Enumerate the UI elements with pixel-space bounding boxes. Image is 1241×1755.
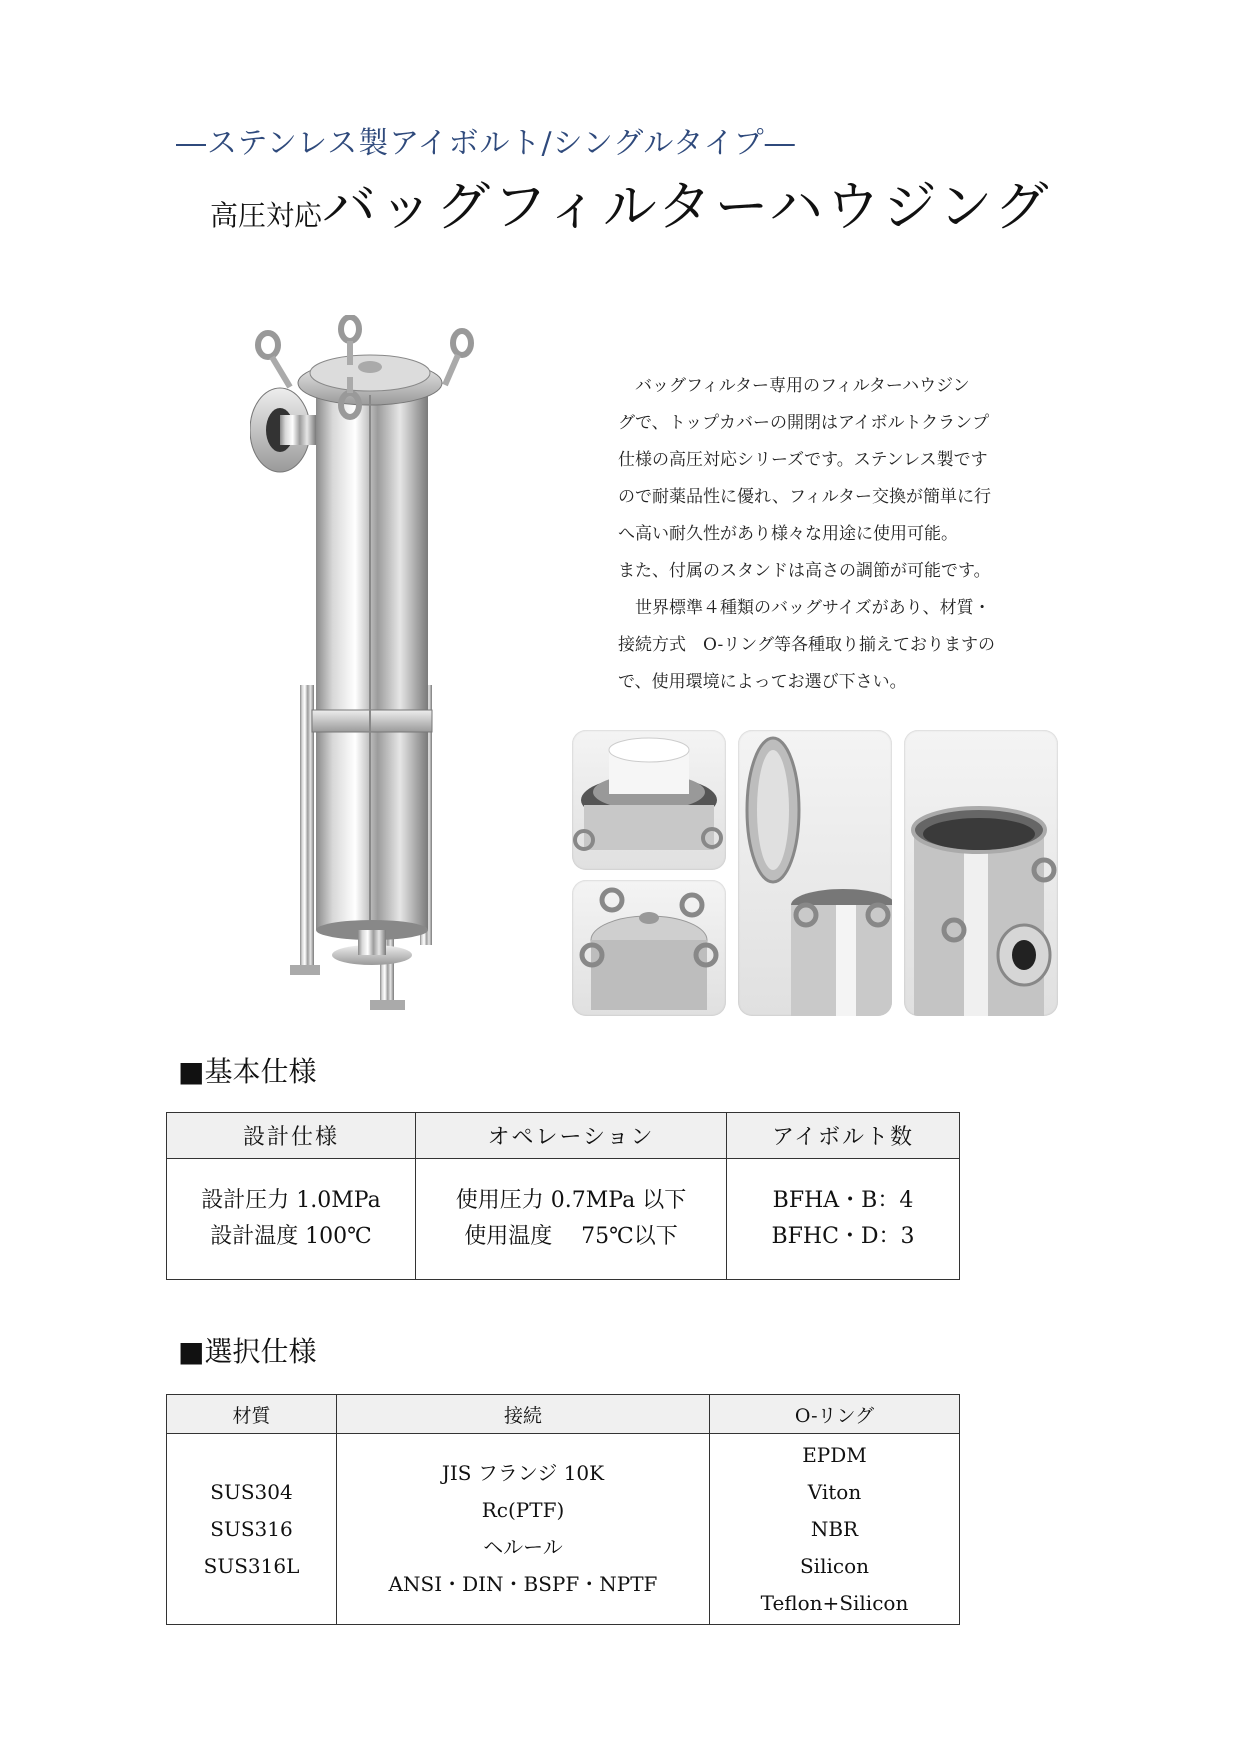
product-description xyxy=(618,368,1030,701)
oring-item: Viton xyxy=(807,1479,862,1504)
column-header: O-リング xyxy=(710,1395,960,1434)
option-spec-heading: ■選択仕様 xyxy=(178,1335,317,1368)
eyebolt-count-cell xyxy=(727,1159,960,1280)
connection-cell xyxy=(337,1434,710,1625)
table-header-row xyxy=(167,1113,960,1159)
thumbnail-top-cover xyxy=(572,880,726,1016)
connection-item: ANSI・DIN・BSPF・NPTF xyxy=(388,1572,658,1596)
connection-item: ヘルール xyxy=(483,1535,563,1559)
option-spec-table xyxy=(166,1394,960,1625)
oring-item: NBR xyxy=(810,1516,859,1541)
cell-line: 使用圧力 0.7MPa 以下 xyxy=(455,1188,687,1213)
subtitle: ―ステンレス製アイボルト/シングルタイプ― xyxy=(176,126,796,161)
description-line: バッグフィルター専用のフィルターハウジン xyxy=(618,376,970,396)
table-header-row xyxy=(167,1395,960,1434)
description-line: 仕様の高圧対応シリーズです。ステンレス製です xyxy=(618,450,988,470)
description-line: へ高い耐久性があり様々な用途に使用可能。 xyxy=(618,524,958,544)
cell-line: 使用温度 75℃以下 xyxy=(464,1224,678,1249)
thumbnail-open-housing xyxy=(572,730,726,870)
material-cell xyxy=(167,1434,337,1625)
cell-line: BFHA・B：4 xyxy=(772,1188,914,1213)
table-row xyxy=(167,1434,960,1625)
cell-line: 設計圧力 1.0MPa xyxy=(201,1188,381,1213)
basic-spec-heading: ■基本仕様 xyxy=(178,1055,317,1088)
oring-item: EPDM xyxy=(802,1442,867,1467)
column-header: 材質 xyxy=(167,1395,337,1434)
material-item: SUS316L xyxy=(203,1553,300,1578)
cell-line: 設計温度 100℃ xyxy=(210,1224,372,1249)
description-line: 世界標準４種類のバッグサイズがあり、材質・ xyxy=(618,598,991,618)
column-header: 接続 xyxy=(337,1395,710,1434)
basic-spec-table xyxy=(166,1112,960,1280)
description-line: グで、トップカバーの開閉はアイボルトクランプ xyxy=(618,413,990,433)
description-line: また、付属のスタンドは高さの調節が可能です。 xyxy=(618,561,991,581)
title-main: バッグフィルターハウジング xyxy=(322,175,1052,238)
title-prefix: 高圧対応 xyxy=(210,199,323,232)
column-header: アイボルト数 xyxy=(727,1113,960,1159)
cell-line: BFHC・D：3 xyxy=(771,1224,915,1249)
table-row xyxy=(167,1159,960,1280)
description-line: で、使用環境によってお選び下さい。 xyxy=(618,672,907,692)
column-header: 設計仕様 xyxy=(167,1113,416,1159)
thumbnail-hinged-lid xyxy=(738,730,892,1016)
column-header: オペレーション xyxy=(416,1113,727,1159)
thumbnail-housing-interior xyxy=(904,730,1058,1016)
connection-item: Rc(PTF) xyxy=(481,1498,565,1522)
oring-item: Teflon+Silicon xyxy=(760,1590,909,1615)
connection-item: JIS フランジ 10K xyxy=(441,1461,605,1485)
page-title xyxy=(210,164,1051,241)
design-spec-cell xyxy=(167,1159,416,1280)
material-item: SUS316 xyxy=(210,1516,293,1541)
description-line: 接続方式 O-リング等各種取り揃えておりますの xyxy=(618,635,995,655)
oring-cell xyxy=(710,1434,960,1625)
description-line: ので耐薬品性に優れ、フィルター交換が簡単に行 xyxy=(618,487,991,507)
operation-cell xyxy=(416,1159,727,1280)
main-product-image xyxy=(250,315,480,1015)
material-item: SUS304 xyxy=(210,1479,293,1504)
oring-item: Silicon xyxy=(799,1553,869,1578)
